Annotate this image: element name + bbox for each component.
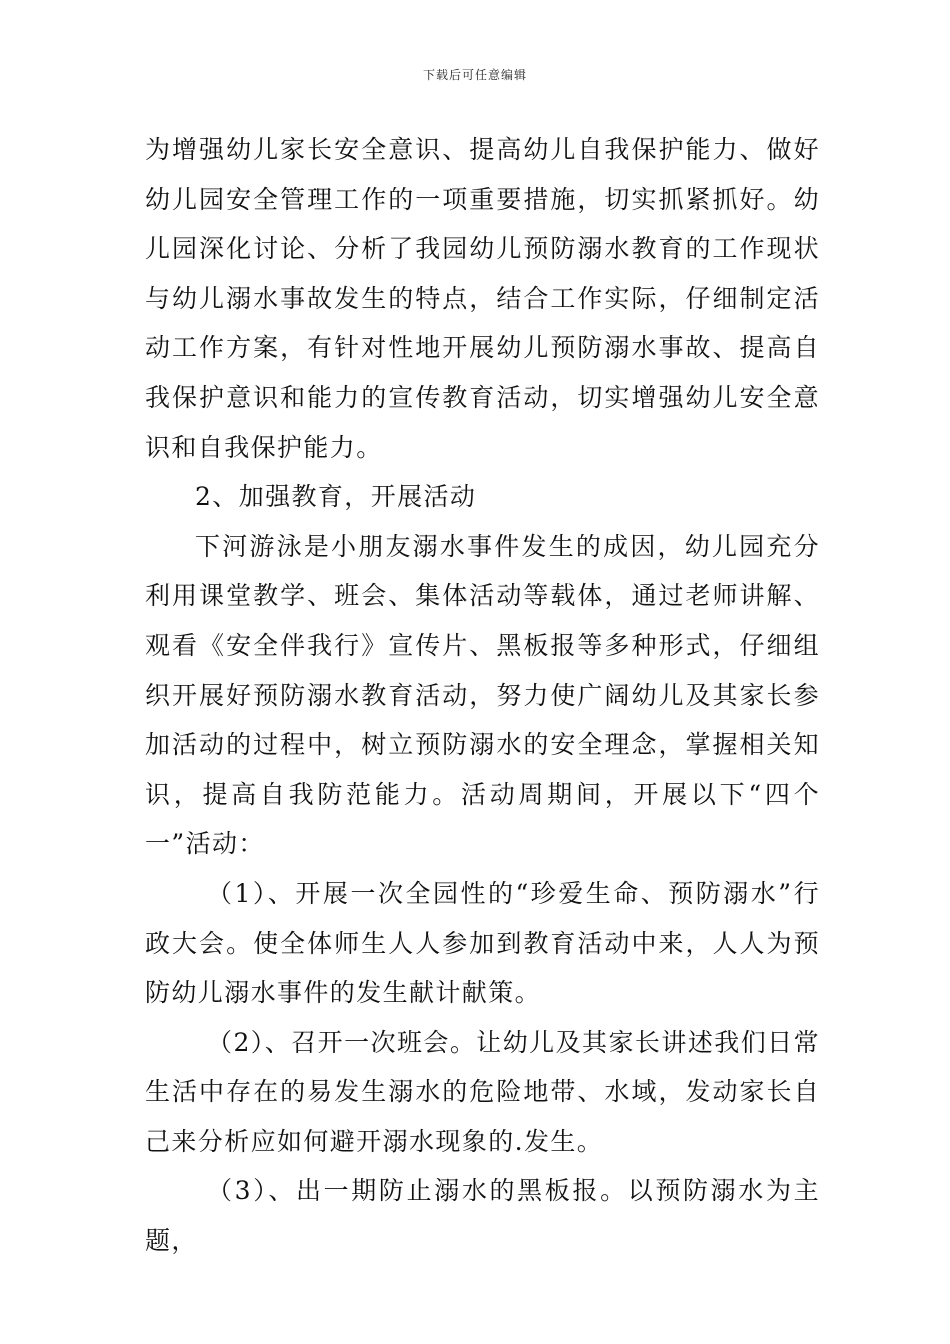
page-header: 下载后可任意编辑 [422, 68, 527, 82]
document-body [145, 125, 820, 1266]
paragraph-intro: 为增强幼儿家长安全意识、提高幼儿自我保护能力、做好幼儿园安全管理工作的一项重要措施，切实抓紧抓好。幼儿园深化讨论、分析了我园幼儿预防溺水教育的工作现状与幼儿溺水事故发生的特点，结合工作实际，仔细制定活动工作方案，有针对性地开展幼儿预防溺水事故、提高自我保护意识和能力的宣传教育活动，切实增强幼儿安全意识和自我保护能力。 [145, 135, 820, 462]
list-item-3: （3）、出一期防止溺水的黑板报。以预防溺水为主题， [145, 1176, 820, 1256]
list-item-2: （2）、召开一次班会。让幼儿及其家长讲述我们日常生活中存在的易发生溺水的危险地带、水域，发动家长自己来分析应如何避开溺水现象的.发生。 [145, 1027, 820, 1156]
section-heading: 2、加强教育，开展活动 [195, 482, 477, 512]
list-item-1: （1）、开展一次全园性的“珍爱生命、预防溺水”行政大会。使全体师生人人参加到教育活动中来，人人为预防幼儿溺水事件的发生献计献策。 [145, 878, 820, 1008]
paragraph-education: 下河游泳是小朋友溺水事件发生的成因，幼儿园充分利用课堂教学、班会、集体活动等载体，通过老师讲解、观看《安全伴我行》宣传片、黑板报等多种形式，仔细组织开展好预防溺水教育活动，努力使广阔幼儿及其家长参加活动的过程中，树立预防溺水的安全理念，掌握相关知识，提高自我防范能力。活动周期间，开展以下“四个一”活动： [145, 531, 820, 859]
